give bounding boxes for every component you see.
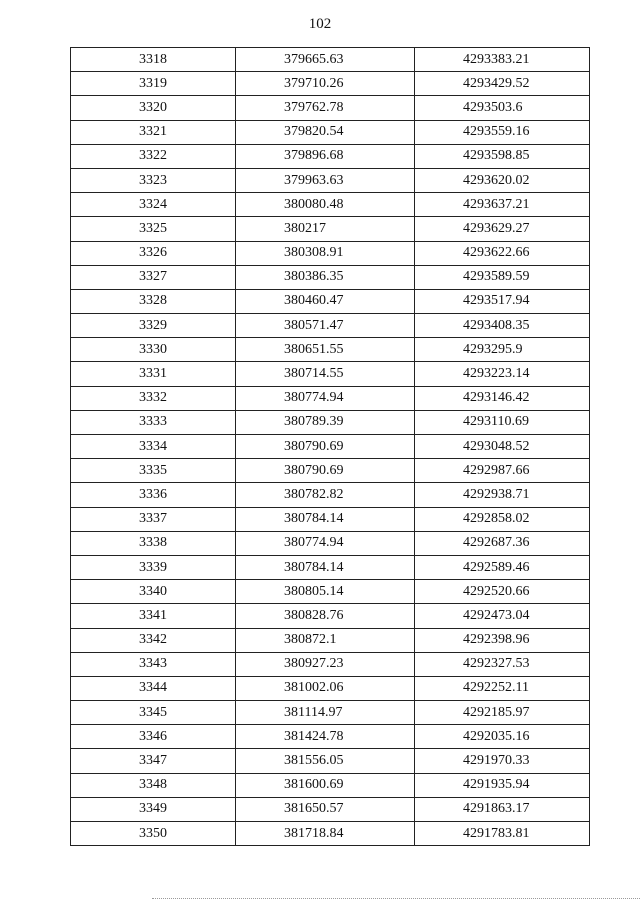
x-coordinate-cell: 380217 (236, 217, 415, 241)
y-coordinate-cell: 4291970.33 (415, 749, 590, 773)
x-coordinate-cell: 380774.94 (236, 531, 415, 555)
x-coordinate-cell: 380571.47 (236, 314, 415, 338)
y-coordinate-cell: 4293517.94 (415, 289, 590, 313)
x-coordinate-cell: 380784.14 (236, 555, 415, 579)
y-coordinate-cell: 4292589.46 (415, 555, 590, 579)
point-id-cell: 3320 (71, 96, 236, 120)
y-coordinate-cell: 4293629.27 (415, 217, 590, 241)
y-coordinate-cell: 4293620.02 (415, 168, 590, 192)
point-id-cell: 3339 (71, 555, 236, 579)
y-coordinate-cell: 4293598.85 (415, 144, 590, 168)
x-coordinate-cell: 379896.68 (236, 144, 415, 168)
x-coordinate-cell: 379762.78 (236, 96, 415, 120)
y-coordinate-cell: 4293589.59 (415, 265, 590, 289)
point-id-cell: 3337 (71, 507, 236, 531)
point-id-cell: 3326 (71, 241, 236, 265)
table-row (71, 701, 590, 725)
point-id-cell: 3322 (71, 144, 236, 168)
x-coordinate-cell: 380790.69 (236, 459, 415, 483)
point-id-cell: 3335 (71, 459, 236, 483)
y-coordinate-cell: 4293559.16 (415, 120, 590, 144)
x-coordinate-cell: 379710.26 (236, 72, 415, 96)
x-coordinate-cell: 380080.48 (236, 193, 415, 217)
y-coordinate-cell: 4292327.53 (415, 652, 590, 676)
table-row (71, 797, 590, 821)
x-coordinate-cell: 379820.54 (236, 120, 415, 144)
point-id-cell: 3347 (71, 749, 236, 773)
coordinates-table-body (71, 48, 590, 846)
point-id-cell: 3336 (71, 483, 236, 507)
point-id-cell: 3324 (71, 193, 236, 217)
x-coordinate-cell: 381718.84 (236, 822, 415, 846)
point-id-cell: 3340 (71, 580, 236, 604)
table-row (71, 580, 590, 604)
y-coordinate-cell: 4293048.52 (415, 435, 590, 459)
table-row (71, 120, 590, 144)
y-coordinate-cell: 4292185.97 (415, 701, 590, 725)
table-row (71, 410, 590, 434)
y-coordinate-cell: 4292520.66 (415, 580, 590, 604)
y-coordinate-cell: 4292473.04 (415, 604, 590, 628)
x-coordinate-cell: 380308.91 (236, 241, 415, 265)
table-row (71, 652, 590, 676)
y-coordinate-cell: 4293110.69 (415, 410, 590, 434)
point-id-cell: 3334 (71, 435, 236, 459)
table-row (71, 555, 590, 579)
point-id-cell: 3349 (71, 797, 236, 821)
coordinates-table (70, 47, 590, 846)
table-row (71, 338, 590, 362)
y-coordinate-cell: 4292987.66 (415, 459, 590, 483)
table-row (71, 265, 590, 289)
point-id-cell: 3346 (71, 725, 236, 749)
y-coordinate-cell: 4293146.42 (415, 386, 590, 410)
y-coordinate-cell: 4291863.17 (415, 797, 590, 821)
x-coordinate-cell: 381650.57 (236, 797, 415, 821)
x-coordinate-cell: 380714.55 (236, 362, 415, 386)
table-row (71, 483, 590, 507)
point-id-cell: 3329 (71, 314, 236, 338)
x-coordinate-cell: 380386.35 (236, 265, 415, 289)
x-coordinate-cell: 380460.47 (236, 289, 415, 313)
table-row (71, 144, 590, 168)
y-coordinate-cell: 4293408.35 (415, 314, 590, 338)
table-row (71, 507, 590, 531)
x-coordinate-cell: 381424.78 (236, 725, 415, 749)
table-row (71, 459, 590, 483)
table-row (71, 531, 590, 555)
y-coordinate-cell: 4292035.16 (415, 725, 590, 749)
y-coordinate-cell: 4293383.21 (415, 48, 590, 72)
point-id-cell: 3341 (71, 604, 236, 628)
page-number: 102 (308, 16, 332, 32)
table-row (71, 72, 590, 96)
table-row (71, 241, 590, 265)
point-id-cell: 3325 (71, 217, 236, 241)
point-id-cell: 3344 (71, 676, 236, 700)
x-coordinate-cell: 380774.94 (236, 386, 415, 410)
table-row (71, 96, 590, 120)
x-coordinate-cell: 381114.97 (236, 701, 415, 725)
y-coordinate-cell: 4291935.94 (415, 773, 590, 797)
table-row (71, 628, 590, 652)
bottom-divider (152, 898, 640, 899)
x-coordinate-cell: 380805.14 (236, 580, 415, 604)
x-coordinate-cell: 380790.69 (236, 435, 415, 459)
point-id-cell: 3321 (71, 120, 236, 144)
point-id-cell: 3333 (71, 410, 236, 434)
x-coordinate-cell: 379665.63 (236, 48, 415, 72)
table-row (71, 168, 590, 192)
y-coordinate-cell: 4292398.96 (415, 628, 590, 652)
table-row (71, 773, 590, 797)
y-coordinate-cell: 4293637.21 (415, 193, 590, 217)
y-coordinate-cell: 4292252.11 (415, 676, 590, 700)
table-row (71, 48, 590, 72)
table-row (71, 289, 590, 313)
x-coordinate-cell: 380927.23 (236, 652, 415, 676)
point-id-cell: 3330 (71, 338, 236, 362)
x-coordinate-cell: 380872.1 (236, 628, 415, 652)
y-coordinate-cell: 4293429.52 (415, 72, 590, 96)
point-id-cell: 3319 (71, 72, 236, 96)
x-coordinate-cell: 379963.63 (236, 168, 415, 192)
point-id-cell: 3345 (71, 701, 236, 725)
point-id-cell: 3328 (71, 289, 236, 313)
y-coordinate-cell: 4293503.6 (415, 96, 590, 120)
point-id-cell: 3331 (71, 362, 236, 386)
x-coordinate-cell: 381556.05 (236, 749, 415, 773)
point-id-cell: 3332 (71, 386, 236, 410)
point-id-cell: 3343 (71, 652, 236, 676)
x-coordinate-cell: 380789.39 (236, 410, 415, 434)
point-id-cell: 3350 (71, 822, 236, 846)
table-row (71, 217, 590, 241)
table-row (71, 822, 590, 846)
table-row (71, 604, 590, 628)
table-row (71, 749, 590, 773)
x-coordinate-cell: 380651.55 (236, 338, 415, 362)
y-coordinate-cell: 4292858.02 (415, 507, 590, 531)
table-row (71, 676, 590, 700)
table-row (71, 725, 590, 749)
point-id-cell: 3342 (71, 628, 236, 652)
point-id-cell: 3348 (71, 773, 236, 797)
x-coordinate-cell: 380828.76 (236, 604, 415, 628)
point-id-cell: 3318 (71, 48, 236, 72)
y-coordinate-cell: 4292938.71 (415, 483, 590, 507)
x-coordinate-cell: 380782.82 (236, 483, 415, 507)
table-row (71, 314, 590, 338)
x-coordinate-cell: 381002.06 (236, 676, 415, 700)
point-id-cell: 3327 (71, 265, 236, 289)
point-id-cell: 3323 (71, 168, 236, 192)
x-coordinate-cell: 380784.14 (236, 507, 415, 531)
y-coordinate-cell: 4293622.66 (415, 241, 590, 265)
point-id-cell: 3338 (71, 531, 236, 555)
y-coordinate-cell: 4293223.14 (415, 362, 590, 386)
y-coordinate-cell: 4293295.9 (415, 338, 590, 362)
table-row (71, 435, 590, 459)
table-row (71, 386, 590, 410)
x-coordinate-cell: 381600.69 (236, 773, 415, 797)
y-coordinate-cell: 4291783.81 (415, 822, 590, 846)
table-row (71, 362, 590, 386)
table-row (71, 193, 590, 217)
y-coordinate-cell: 4292687.36 (415, 531, 590, 555)
coordinates-table-container (70, 47, 588, 846)
